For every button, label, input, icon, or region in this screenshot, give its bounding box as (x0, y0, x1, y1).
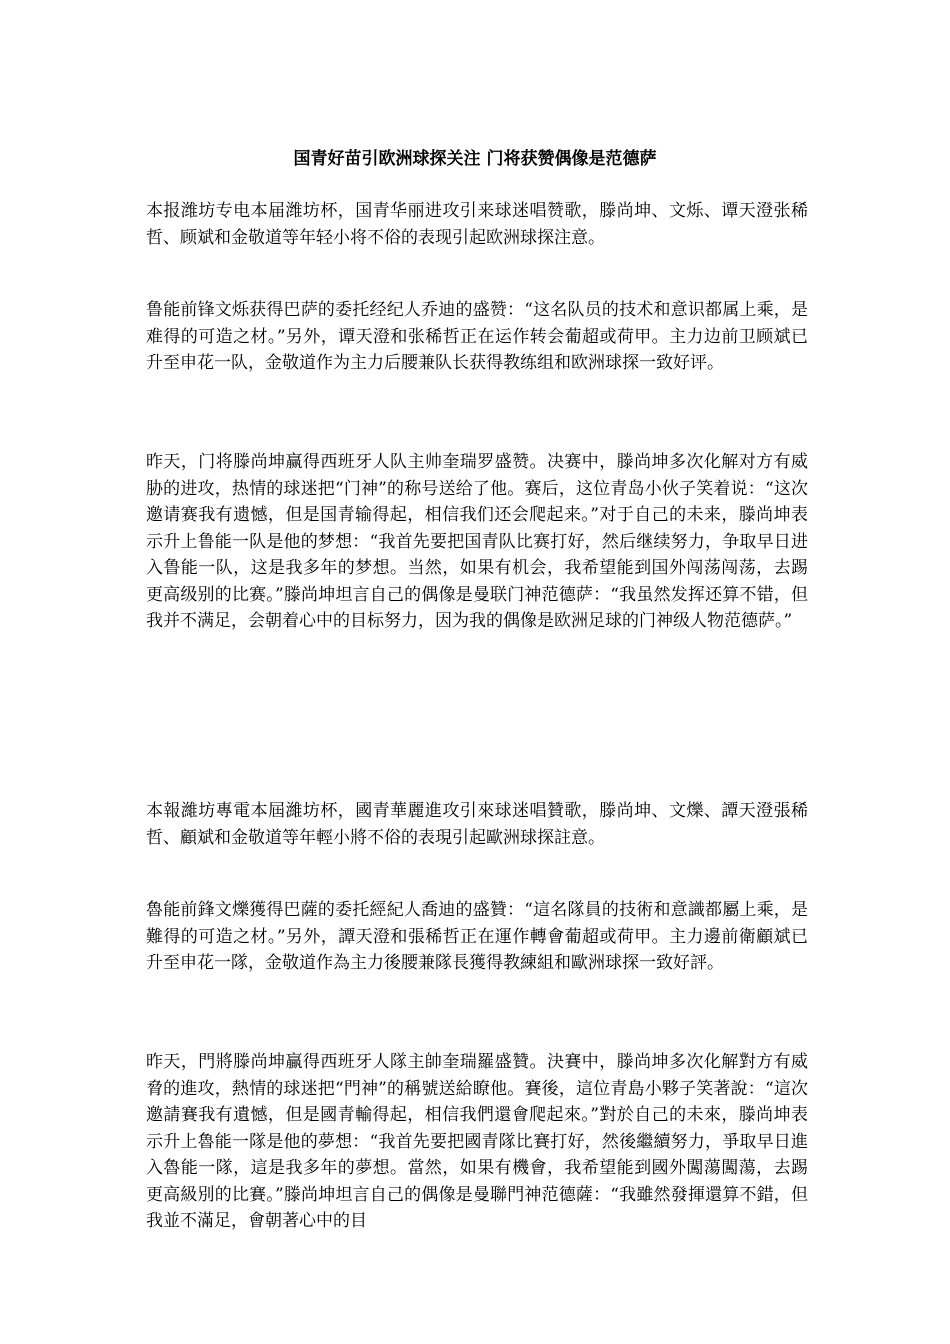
paragraph-forward-simplified: 鲁能前锋文烁获得巴萨的委托经纪人乔迪的盛赞：“这名队员的技术和意识都属上乘，是难得的可造之材。”另外，谭天澄和张稀哲正在运作转会葡超或荷甲。主力边前卫顾斌已升至申花一队，金敬道作为主力后腰兼队长获得教练组和欧洲球探一致好评。 (146, 300, 808, 373)
paragraph-intro-simplified: 本报潍坊专电本届潍坊杯，国青华丽进攻引来球迷唱赞歌，滕尚坤、文烁、谭天澄张稀哲、顾斌和金敬道等年轻小将不俗的表现引起欧洲球探注意。 (146, 201, 808, 248)
paragraph-goalkeeper-simplified: 昨天，门将滕尚坤赢得西班牙人队主帅奎瑞罗盛赞。决赛中，滕尚坤多次化解对方有威胁的进攻，热情的球迷把“门神”的称号送给了他。赛后，这位青岛小伙子笑着说：“这次邀请赛我有遗憾，但是国青输得起，相信我们还会爬起来。”对于自己的未来，滕尚坤表示升上鲁能一队是他的梦想：“我首先要把国青队比赛打好，然后继续努力，争取早日进入鲁能一队，这是我多年的梦想。当然，如果有机会，我希望能到国外闯荡闯荡，去踢更高级别的比赛。”滕尚坤坦言自己的偶像是曼联门神范德萨：“我虽然发挥还算不错，但我并不满足，会朝着心中的目标努力，因为我的偶像是欧洲足球的门神级人物范德萨。” (146, 452, 808, 631)
paragraph-intro-traditional: 本報濰坊專電本屆濰坊杯，國青華麗進攻引來球迷唱贊歌，滕尚坤、文爍、譚天澄張稀哲、顧斌和金敬道等年輕小將不俗的表現引起歐洲球探註意。 (146, 801, 808, 848)
paragraph-forward-traditional: 魯能前鋒文爍獲得巴薩的委托經紀人喬迪的盛贊：“這名隊員的技術和意識都屬上乘，是難得的可造之材。”另外，譚天澄和張稀哲正在運作轉會葡超或荷甲。主力邊前衛顧斌已升至申花一隊，金敬道作為主力後腰兼隊長獲得教練組和歐洲球探一致好評。 (146, 900, 808, 973)
paragraph-goalkeeper-traditional: 昨天，門將滕尚坤贏得西班牙人隊主帥奎瑞羅盛贊。決賽中，滕尚坤多次化解對方有威脅的進攻，熱情的球迷把“門神”的稱號送給瞭他。賽後，這位青島小夥子笑著說：“這次邀請賽我有遺憾，但是國青輸得起，相信我們還會爬起來。”對於自己的未來，滕尚坤表示升上魯能一隊是他的夢想：“我首先要把國青隊比賽打好，然後繼續努力，爭取早日進入魯能一隊，這是我多年的夢想。當然，如果有機會，我希望能到國外闖蕩闖蕩，去踢更高級別的比賽。”滕尚坤坦言自己的偶像是曼聯門神范德薩：“我雖然發揮還算不錯，但我並不滿足，會朝著心中的目 (146, 1052, 808, 1231)
document-title: 国青好苗引欧洲球探关注 门将获赞偶像是范德萨 (293, 149, 657, 169)
